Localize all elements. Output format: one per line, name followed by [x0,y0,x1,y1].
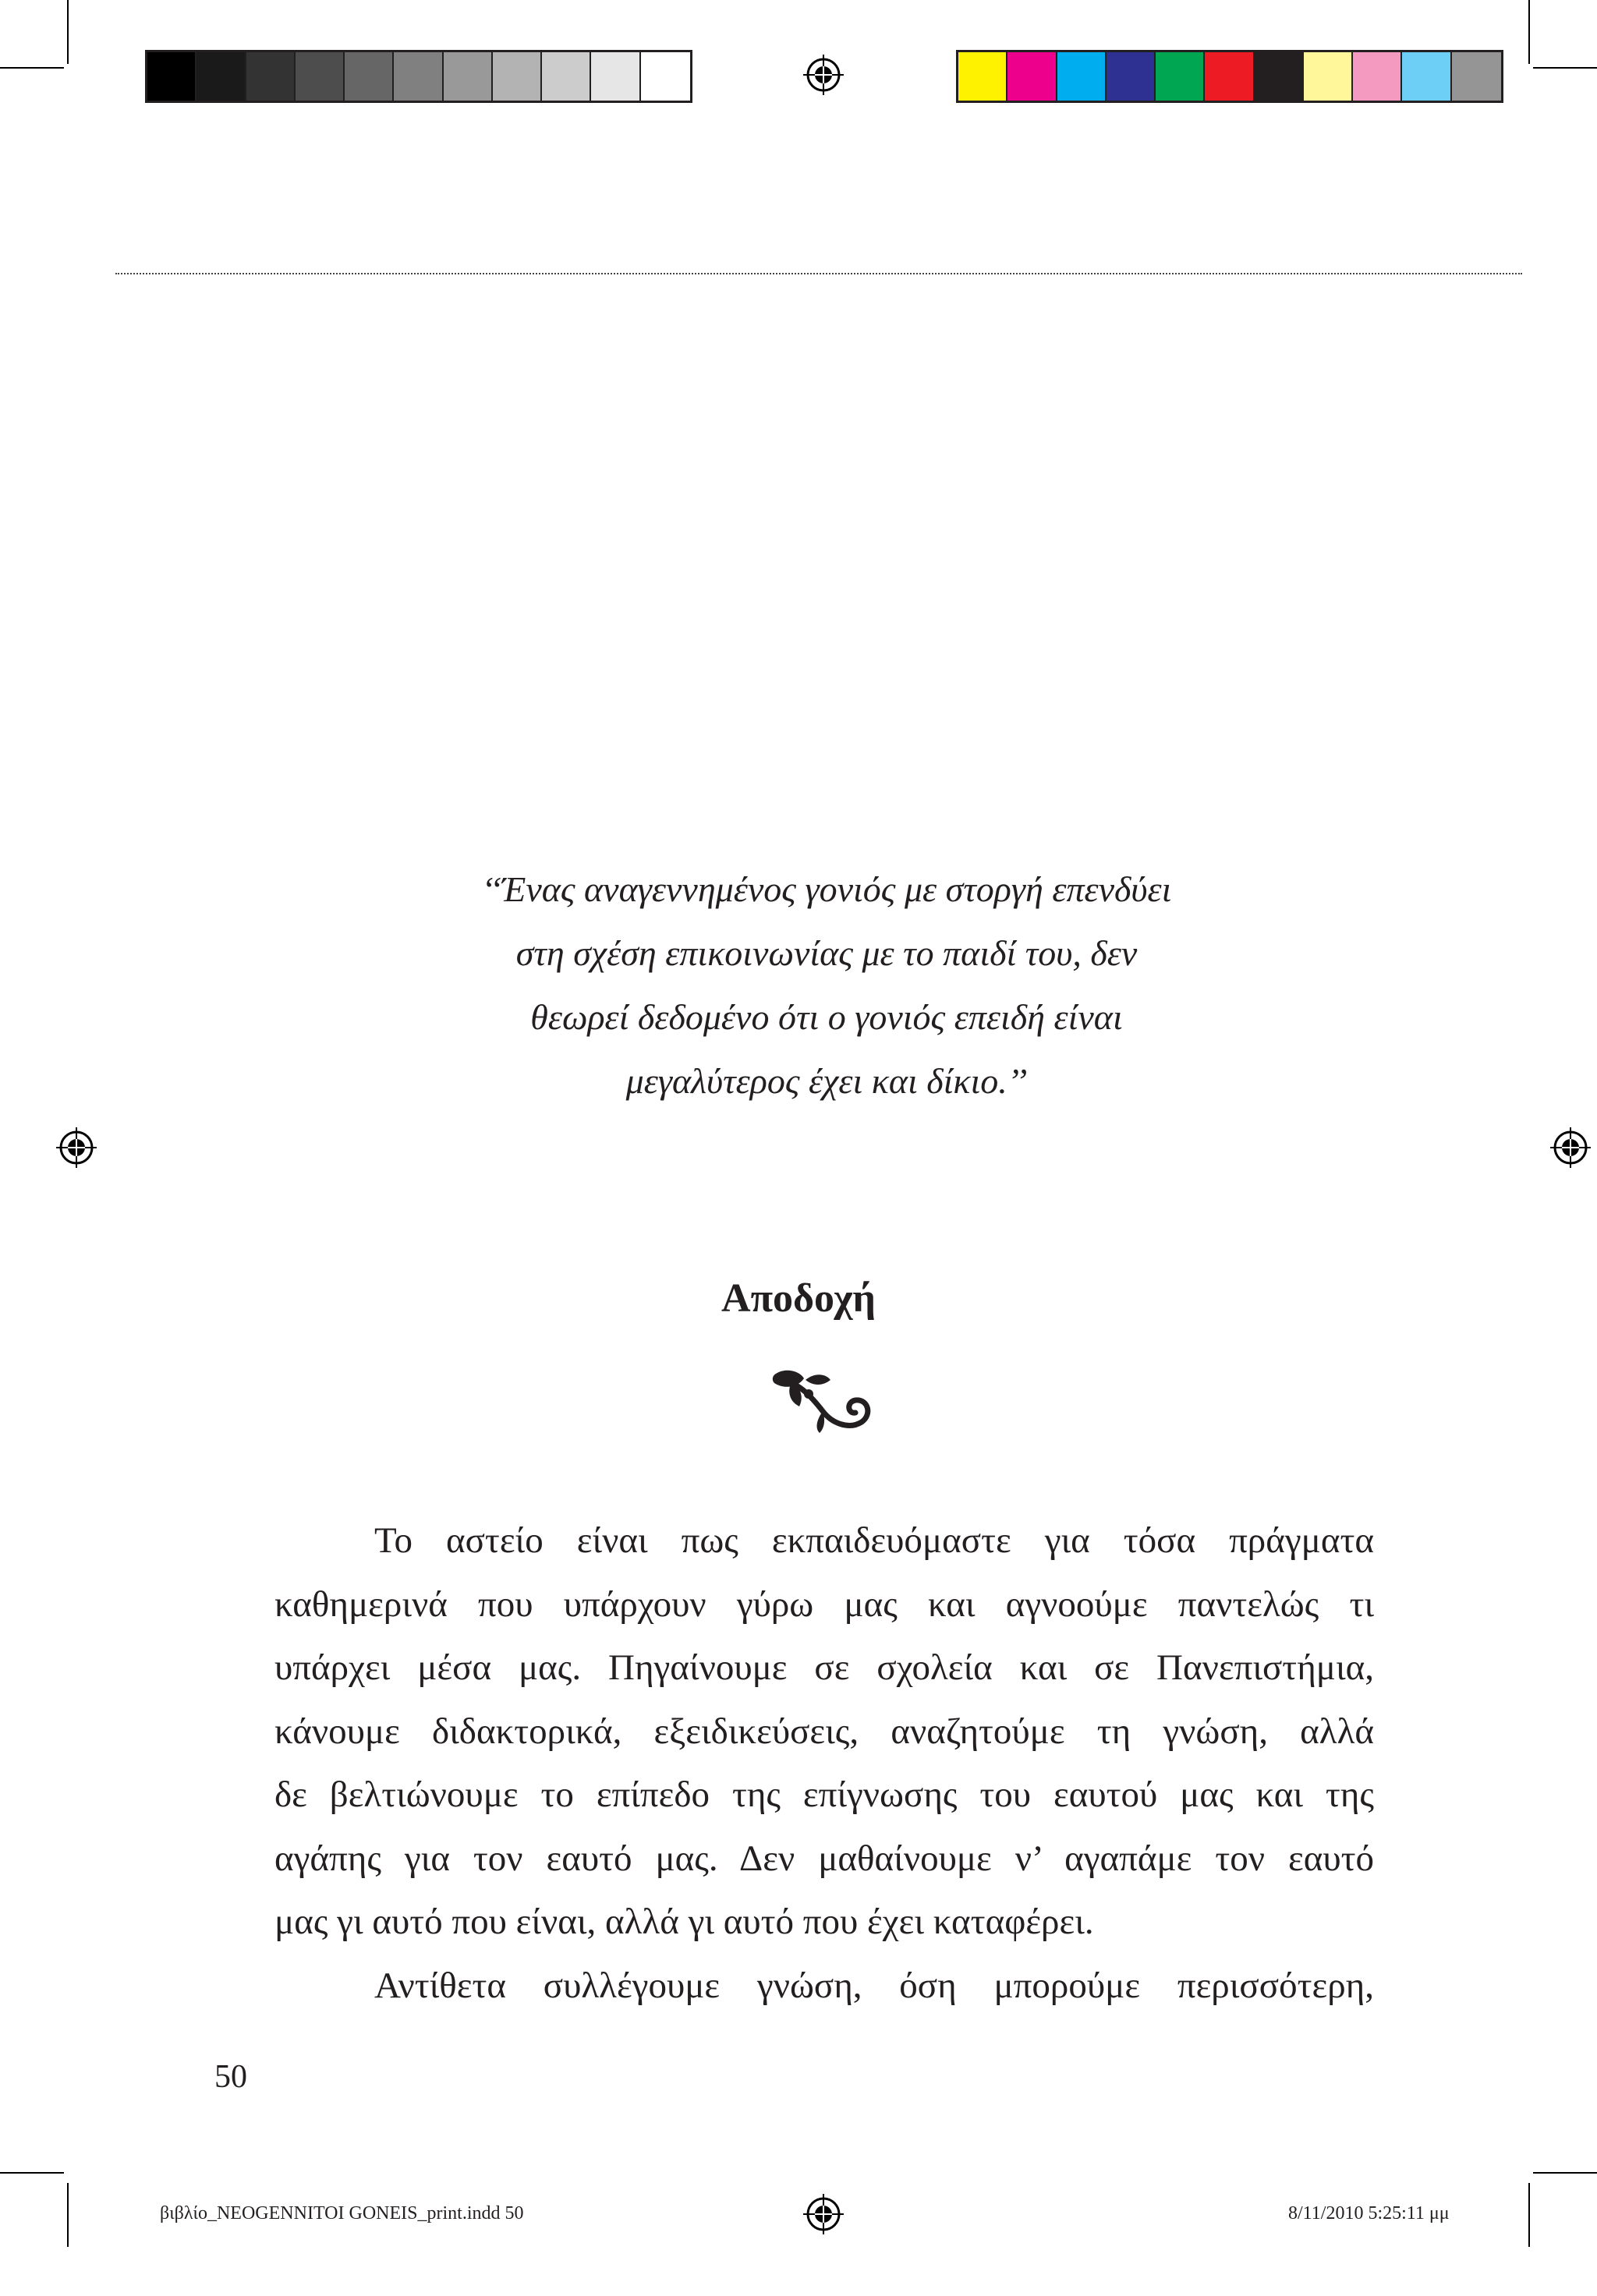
crop-mark [1533,2172,1597,2174]
header-dotted-rule [115,273,1522,274]
quote-line: μεγαλύτερος έχει και δίκιο.’’ [625,1061,1028,1101]
crop-mark [0,2172,64,2174]
body-line: δε βελτιώνουμε το επίπεδο της επίγνωσης του εαυτού μας και της [274,1774,1374,1815]
grayscale-color-bar [145,50,692,103]
body-line: υπάρχει μέσα μας. Πηγαίνουμε σε σχολεία και σε Πανεπιστήμια, [274,1647,1374,1688]
quote-line: θεωρεί δεδομένο ότι ο γονιός επειδή είναι [530,997,1123,1037]
color-swatch [345,52,394,101]
color-swatch [444,52,493,101]
color-swatch [641,52,690,101]
crop-mark [0,67,64,69]
color-swatch [1107,52,1156,101]
crop-mark [1528,0,1530,64]
registration-mark-icon [56,1127,97,1168]
body-paragraph [274,1509,1374,2018]
crop-mark [1528,2183,1530,2247]
crop-mark [67,2183,69,2247]
color-swatch [1353,52,1402,101]
crop-mark [1533,67,1597,69]
body-line: κάνουμε διδακτορικά, εξειδικεύσεις, αναζητούμε τη γνώση, αλλά [274,1711,1374,1752]
registration-mark-icon [1550,1127,1591,1168]
epigraph-quote [281,858,1372,1113]
process-color-bar [956,50,1503,103]
color-swatch [246,52,296,101]
color-swatch [1402,52,1451,101]
registration-mark-icon [803,55,844,95]
quote-line: ‘‘Ένας αναγεννημένος γονιός με στοργή επενδύει [481,869,1172,909]
color-swatch [1007,52,1057,101]
body-line: Το αστείο είναι πως εκπαιδευόμαστε για τόσα πράγματα [374,1520,1374,1561]
quote-line: στη σχέση επικοινωνίας με το παιδί του, δεν [515,933,1138,973]
color-swatch [1205,52,1254,101]
slug-filename: βιβλίο_NEOGENNITOI GONEIS_print.indd 50 [160,2203,524,2223]
body-line: καθημερινά που υπάρχουν γύρω μας και αγνοούμε παντελώς τι [274,1583,1374,1625]
color-swatch [1156,52,1205,101]
body-line: Αντίθετα συλλέγουμε γνώση, όση μπορούμε περισσότερη, [374,1965,1374,2006]
body-line: μας γι αυτό που είναι, αλλά γι αυτό που έχει καταφέρει. [274,1902,1094,1942]
color-swatch [147,52,197,101]
floral-ornament-icon [768,1366,877,1435]
slug-datetime: 8/11/2010 5:25:11 μμ [1288,2203,1450,2223]
crop-mark [67,0,69,64]
color-swatch [1304,52,1353,101]
registration-mark-icon [803,2194,844,2234]
color-swatch [1452,52,1501,101]
color-swatch [296,52,345,101]
color-swatch [542,52,591,101]
section-heading: Αποδοχή [721,1276,876,1321]
body-line: αγάπης για τον εαυτό μας. Δεν μαθαίνουμε ν’ αγαπάμε τον εαυτό [274,1838,1374,1879]
color-swatch [394,52,443,101]
color-swatch [1057,52,1107,101]
color-swatch [493,52,542,101]
color-swatch [591,52,640,101]
color-swatch [197,52,246,101]
page-number: 50 [214,2059,247,2095]
color-swatch [958,52,1007,101]
color-swatch [1255,52,1304,101]
